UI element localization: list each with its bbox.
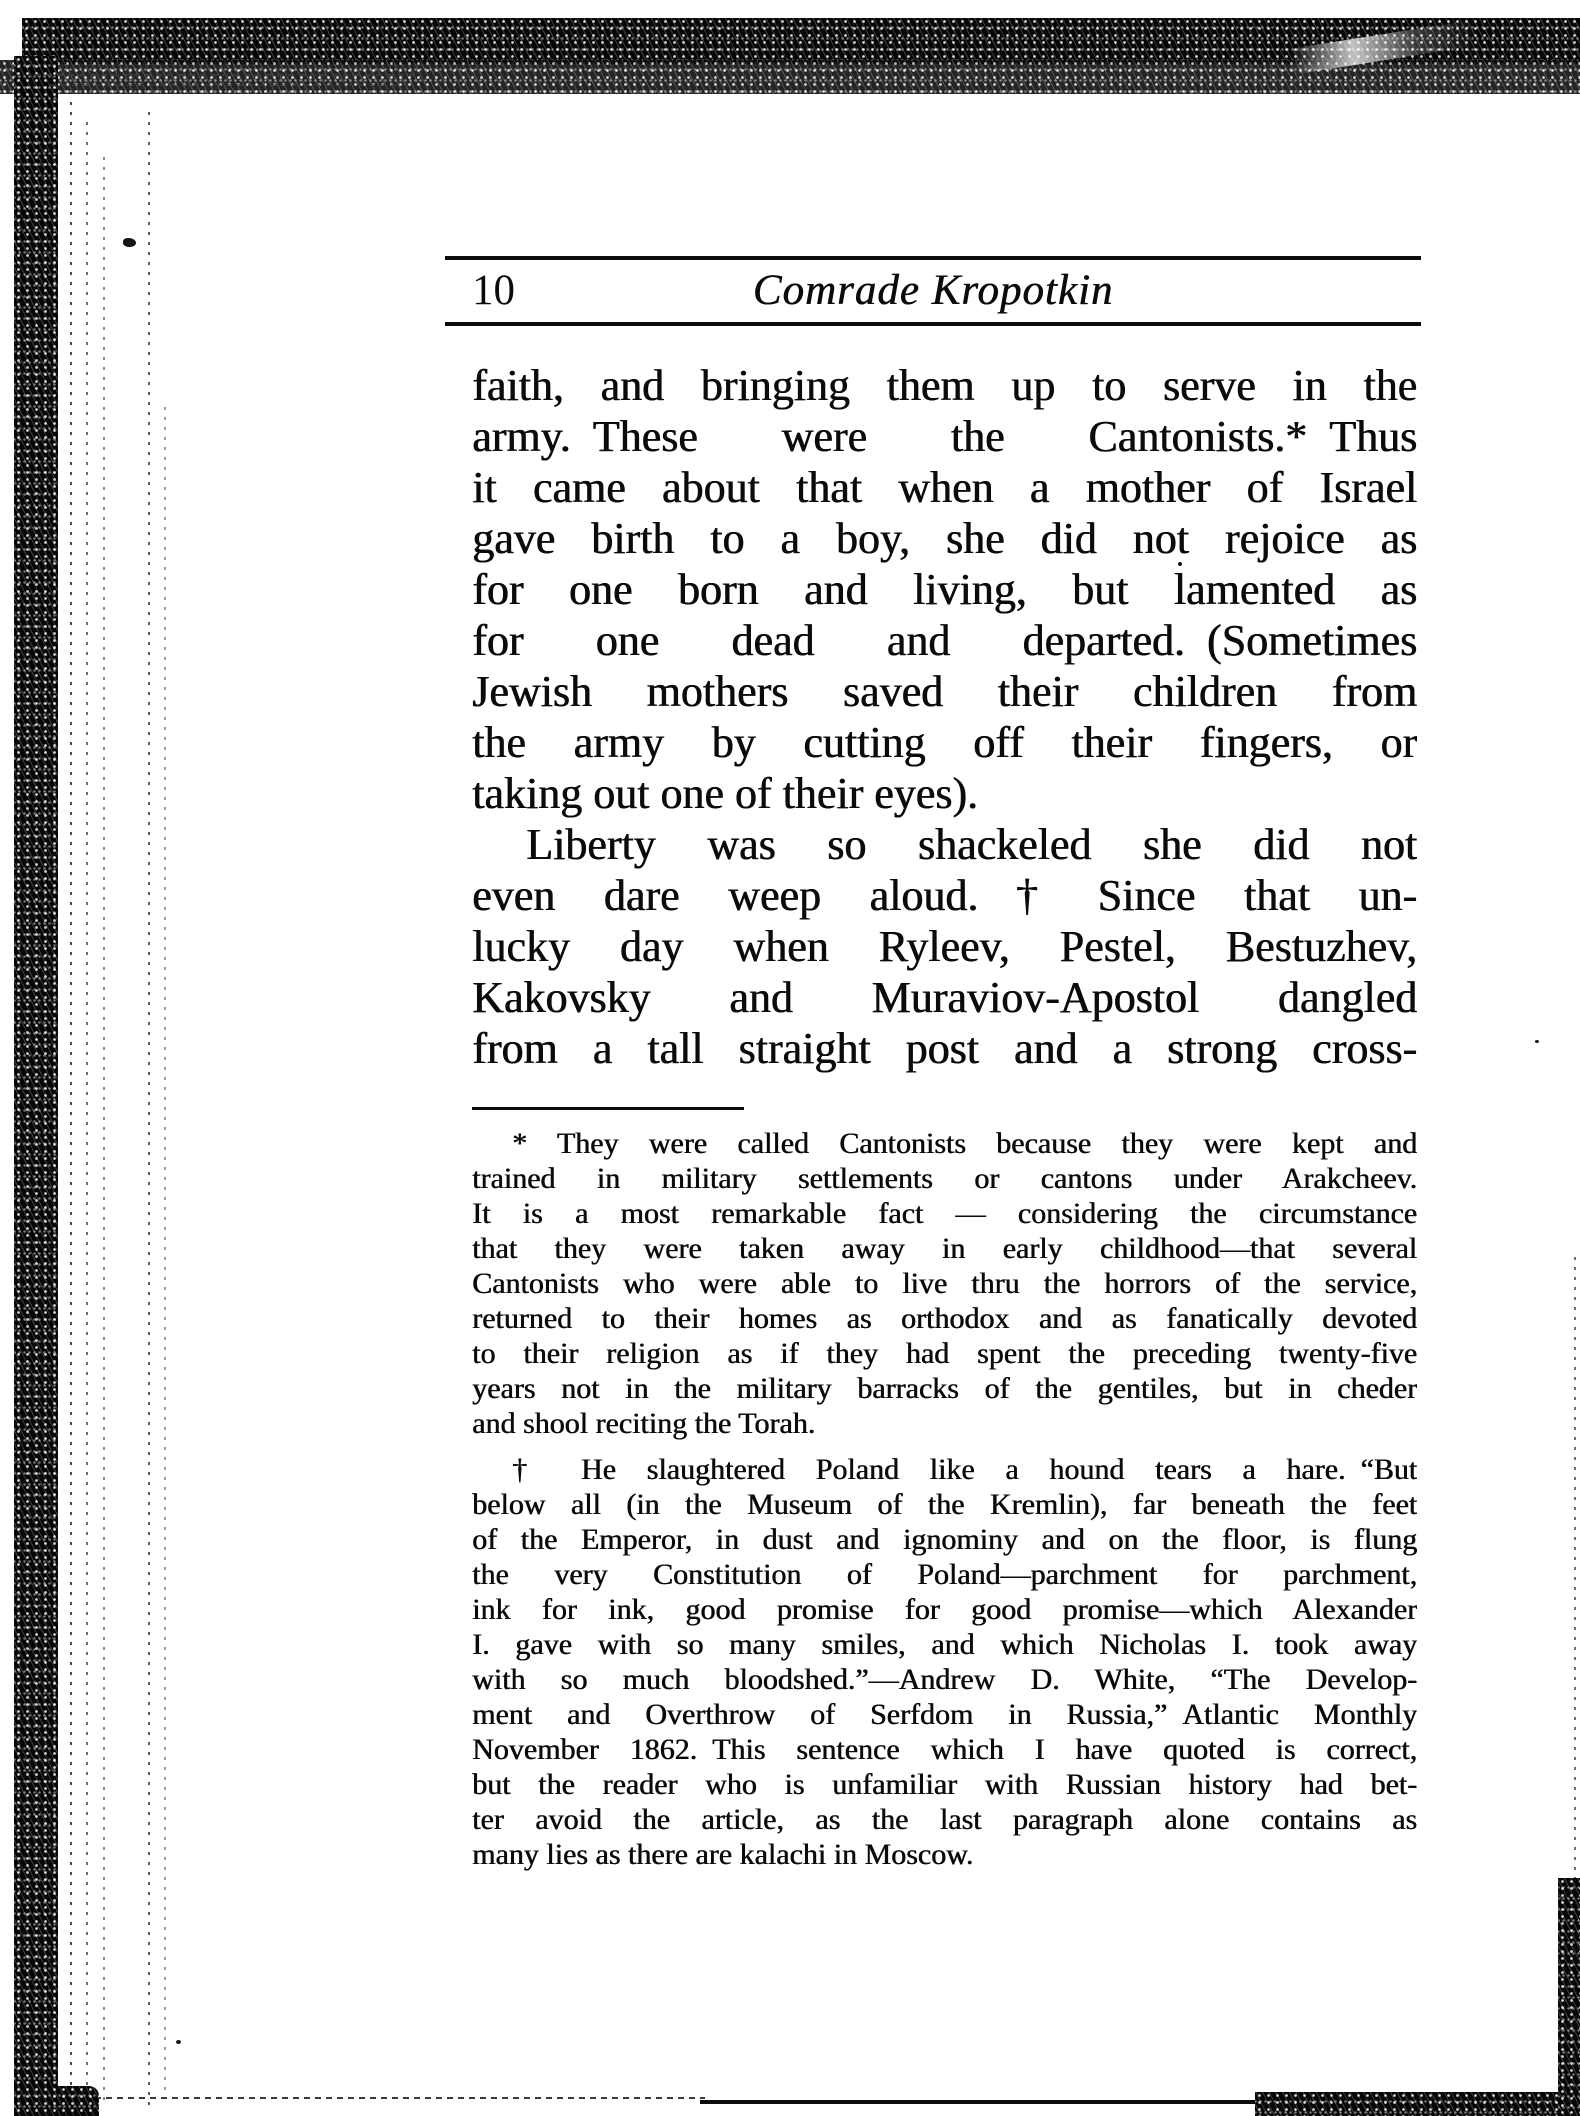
footnote-separator-rule: [472, 1107, 744, 1110]
scan-edge-bottom: [1255, 2092, 1580, 2116]
text-line: gave birth to a boy, she did not rejoice as: [472, 514, 1417, 563]
text-line: even dare weep aloud.† Since that un-: [472, 871, 1417, 920]
page-stack-edge-top: [50, 84, 410, 86]
text-line: to their religion as if they had spent the preceding twenty-five: [472, 1337, 1417, 1370]
text-line: trained in military settlements or cantons under Arakcheev.: [472, 1162, 1417, 1195]
scan-edge-right: [1558, 1878, 1580, 2116]
text-line: returned to their homes as orthodox and as fanatically devoted: [472, 1302, 1417, 1335]
scan-edge-bottom-left: [14, 2086, 99, 2116]
page-stack-edge-top: [35, 74, 415, 76]
text-line: from a tall straight post and a strong cross-: [472, 1024, 1417, 1073]
text-line: the very Constitution of Poland—parchment for parchment,: [472, 1558, 1417, 1591]
page-stack-edge: [148, 110, 150, 2105]
scan-edge-right-thin: [1574, 1250, 1576, 1890]
text-line: Jewish mothers saved their children from: [472, 667, 1417, 716]
text-line: the army by cutting off their fingers, or: [472, 718, 1417, 767]
text-line: for one born and living, but lamented as: [472, 565, 1417, 614]
text-line: below all (in the Museum of the Kremlin), far beneath the feet: [472, 1488, 1417, 1521]
body-paragraph-1: [472, 360, 1417, 819]
footnote-dagger: [472, 1452, 1417, 1872]
page-number: 10: [472, 267, 515, 314]
ink-speck: [1535, 1040, 1539, 1043]
running-title: Comrade Kropotkin: [752, 267, 1114, 314]
text-line: November 1862. This sentence which I have quoted is correct,: [472, 1733, 1417, 1766]
text-line: Kakovsky and Muraviov-Apostol dangled: [472, 973, 1417, 1022]
text-line: Liberty was so shackeled she did not: [526, 820, 1417, 869]
ink-speck: [123, 238, 136, 247]
text-line: and shool reciting the Torah.: [472, 1407, 816, 1440]
text-line: with so much bloodshed.”—Andrew D. White, “The Develop-: [472, 1663, 1417, 1696]
page-stack-edge: [70, 95, 72, 2095]
text-line: army. These were the Cantonists.* Thus: [472, 412, 1417, 461]
body-paragraph-2: [472, 819, 1417, 1074]
text-line: Cantonists who were able to live thru the horrors of the service,: [472, 1267, 1417, 1300]
scan-edge-bottom-dotted: [95, 2097, 705, 2099]
ink-speck: [176, 2040, 181, 2044]
text-line: ter avoid the article, as the last paragraph alone contains as: [472, 1803, 1417, 1836]
text-line: lucky day when Ryleev, Pestel, Bestuzhev,: [472, 922, 1417, 971]
text-line: but the reader who is unfamiliar with Russian history had bet-: [472, 1768, 1417, 1801]
text-line: † He slaughtered Poland like a hound tears a hare. “But: [512, 1453, 1417, 1486]
text-line: for one dead and departed. (Sometimes: [472, 616, 1417, 665]
page-header: [445, 260, 1421, 322]
page-stack-edge: [86, 120, 88, 2105]
footnote-asterisk: [472, 1126, 1417, 1441]
text-line: faith, and bringing them up to serve in the: [472, 361, 1417, 410]
text-line: years not in the military barracks of the gentiles, but in cheder: [472, 1372, 1417, 1405]
text-line: I. gave with so many smiles, and which Nicholas I. took away: [472, 1628, 1417, 1661]
text-line: * They were called Cantonists because they were kept and: [512, 1127, 1417, 1160]
text-line: of the Emperor, in dust and ignominy and on the floor, is flung: [472, 1523, 1417, 1556]
page-stack-edge: [103, 150, 105, 2100]
header-rule-bottom: [445, 322, 1421, 326]
scan-edge-bottom-line: [700, 2100, 1260, 2104]
text-line: ink for ink, good promise for good promise—which Alexander: [472, 1593, 1417, 1626]
text-line: It is a most remarkable fact — considering the circumstance: [472, 1197, 1417, 1230]
text-line: many lies as there are kalachi in Moscow.: [472, 1838, 974, 1871]
page-stack-edge: [164, 400, 166, 2090]
text-line: ment and Overthrow of Serfdom in Russia,” Atlantic Monthly: [472, 1698, 1417, 1731]
text-line: it came about that when a mother of Israel: [472, 463, 1417, 512]
text-line: taking out one of their eyes).: [472, 769, 978, 818]
text-line: that they were taken away in early childhood—that several: [472, 1232, 1417, 1265]
book-binding-edge: [14, 56, 58, 2116]
